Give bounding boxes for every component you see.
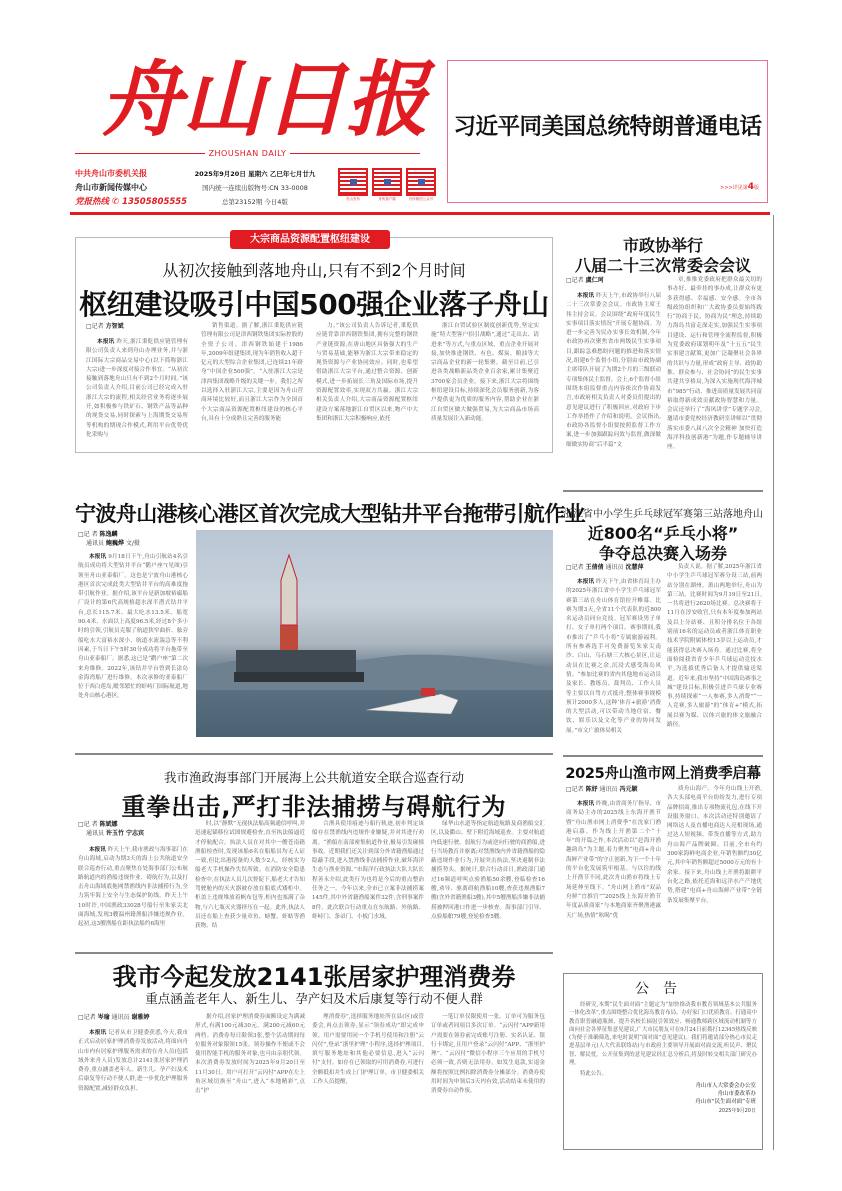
masthead-meta-middle — [185, 167, 325, 209]
see-more-text: >>>详见第 — [720, 185, 748, 191]
article-fishmarket-col-2: 质舟山海产。今年舟山线上开渔,各大头部电商平台纷纷发力,进行专项品牌招商,推出专项物流礼包,在线下开设服务窗口。本次活动还特别邀请了网络达人及直播电商达人亮相现场,通过达人短视频、带货直播等方式,助力舟山海产品牌破圈。目前,全市有约300家海鲜电商企业,年销售额约30亿元,其中年销售额超过5000万元的有十余家。接下来,舟山线上开渔将跟耕平台化之路,依托近海和远洋水产产地优势,搭建“电商+舟山海鲜产业带”全链条发展集聚平台。 — [667, 786, 762, 904]
publisher-label: 舟山市新闻传媒中心 — [75, 183, 147, 192]
article-rig-byline — [78, 530, 190, 548]
byline-name: 陈妤 — [585, 786, 598, 793]
column-divider — [773, 215, 774, 1150]
article-pingpong-headline-1[interactable]: 近800名“乒乓小将” — [587, 524, 739, 543]
english-name-text: ZHOUSHAN DAILY — [208, 148, 287, 158]
column-text: 昨天上午,我市渔政与海事部门在舟山海域,启动为期3天的海上公共航道安全联合巡查行动,重点聚焦在处海事部门公布航路航道内的渔船违规作业、碍航行为,以及打击舟山海域底拖网禁渔线内非法捕捞行为,全力筑牢海上安全与生态保护防线。昨天上午10时许,中国渔政33028号船行至朱家尖北面海域,发现3艘温州籍渔船涉嫌违规作业。起初,这3艘渔船在距执法船约6海里 — [78, 847, 188, 928]
lead-label: 本报讯 — [577, 801, 595, 807]
article-voucher-headline[interactable]: 我市今起发放2141张居家护理消费券 — [112, 963, 516, 991]
article-pingpong-kicker: 浙江省中小学生乒乓球冠军赛第三站落地舟山 — [563, 509, 763, 520]
byline-label: □记 者 — [78, 531, 98, 538]
notice-body: 经研究,本期“民生面对面”主题定为“加快推动我市教育领域基本公共服务一体化改革”,重点围绕整合优化海岛教育布局、办好家门口优质教育、打通高中教育职普融通瓶颈、提升名校长辐射引领效应、畅通教师跨区域流动机制等方面向社会各界征集意见建议,广大市民朋友可在9月24日前拨打12345热线反映(为便于准确筛选,来电时说明“面对面”意见建议)。我们将邀请部分热心市民走进基层单元(人大代表联络站)与市政府主要领导开展面对面交流,听民声、聚民智、解民忧。公开征集到的意见建议经汇总分析后,将及时转交相关部门研究办理。 — [569, 1002, 757, 1067]
divider — [563, 490, 763, 492]
lead-headline[interactable]: 习近平同美国总统特朗普通电话 — [453, 114, 762, 140]
qr-label: 舟山发布 — [346, 197, 360, 201]
byline-label: 通讯员 — [86, 540, 105, 547]
qr-code-zhoushan-release[interactable] — [338, 168, 368, 202]
article-pingpong-byline — [566, 563, 643, 572]
tugboat-icon — [366, 694, 458, 714]
notice-date: 2025年9月20日 — [718, 1107, 756, 1114]
lead-label: 本报讯 — [89, 1030, 107, 1036]
qr-code-group — [338, 168, 436, 202]
platform-pontoon-icon — [234, 672, 364, 682]
column-text: 昨天,浙江秉乾供应链管理有限公司负责人来到舟山办理业务,并与浙江国际大宗商品交易中心(以下简称浙江大宗)进一步深度对接合作事宜。“从初次接触到落地舟山只有不到2个月时间。”该公司负责人介绍,目前公司已经完成入驻浙江大宗的流程,相关经营业务将逐步展开,如积极参与铁矿石、钢铁产品等品种的现货交易,同时探索与上海期货交易所等机构的期现合作模式,利用平台优势优化采购与 — [86, 339, 188, 438]
article-hub-col-4: 浙江自贸试验区制度创新优势,坚定实施“特大型客户招引战略”,通过“走出去、请进来”等方式,与重点区域、重点企业开展对接,加快推进钢铁、有色、煤炭、粮油等大宗商品企业的新一轮集聚。截至目前,已引进各类战略新品类企业百余家,累计集聚近3700家会员企业。接下来,浙江大宗将围绕枢纽建设目标,持续深化会员服务创新,为客户提供更为优质的服务内容,帮助企业在浙江自贸区做大做强贸易,为大宗商品市场高质量发展注入新动能。 — [431, 323, 539, 422]
byline-label: □记者 — [566, 786, 584, 793]
byline-name: 岑瑜 — [97, 1014, 110, 1021]
see-suffix: 版 — [753, 185, 759, 191]
see-page-link[interactable] — [720, 182, 759, 192]
article-fishery-headline[interactable]: 重拳出击,严打非法捕捞与碍航行为 — [121, 793, 507, 821]
article-voucher-col-4: 一笔订单仅限使用一张。订单可为服务包订单或者同项目多次订单。“云闪付”APP新用户需要在领券前完成账号注册、实名认证、银行卡绑定,且用户登录“云闪付”APP、“浙里护理”、“云闪付”微信小程序三个应用的手机号必须一致,否则无法用券。如发生退款,实退金额将按照比例扣除消费券分摊部分。消费券使用时间为申领后3天内有效,活动结束未使用的消费券自动作废。 — [431, 1014, 545, 1095]
byline-label: □记者 — [86, 323, 104, 330]
article-fishmarket-byline — [566, 785, 637, 794]
article-voucher-col-3: 理消费券”,选择服务地址所在县(区)或管委会,再点击领券,显示“领券成功”即完成申领。用户需要用同一个手机号使用和注册“云闪付”,登录“浙里护理”小程序,选择护理项目,填写服务地址和其他必要信息,进入“云闪付”支付。如存在已领取的可用消费券,可进行全额抵扣并生成上门护理订单。市卫健委相关工作人员提醒, — [312, 1014, 424, 1086]
article-pingpong-headline-2[interactable]: 争夺总决赛入场券 — [598, 544, 727, 563]
byline-name: 陈逸麟 — [99, 531, 118, 538]
notice-signature-2: 舟山市委改革办 — [717, 1091, 756, 1098]
article-voucher-col-1 — [78, 1029, 188, 1139]
article-voucher-col-2: 据介绍,居家护理消费券面额设定为满减形式,有满100元减30元、满200元减60元两档。消费券每日限领3张,整个活动期间每位服务对象限领15张。领券操作不便或不会使用智能手机的服务对象,也可由亲朋代领。本次消费券发放时间为2025年9月20日至11月30日。用户可打开“云闪付”APP在左上角区域切换至“舟山”,进入“本地精彩”,点击“护 — [195, 1014, 305, 1095]
column-text: 9月18日下午,舟山引航站4名引航员成功将大型钻井平台“鹳户座”(见图)引领至舟山亚泰船厂。这也是宁波舟山港核心港区首次完成此类大型钻井平台的高难度拖带引航作业。据介绍,该平台是新加坡裕廊船厂设计的第6代高规格超水深半潜式钻井平台,总长115.7米、最大吃水13.5米、船宽90.4米、水面以上高度96.5米,经过8个多小时的引领,引航员克服了航道狭窄曲折、舷旁船吃水大富裕水深小、航道水流湍急等不利因素,于当日下午5时30分成功将平台拖带至舟山亚泰船厂。据悉,这已是“鹳户座”第二次来舟维修。2022年,该钻井平台曾到长涂岛金海湾船厂进行维修。本次承修的亚泰船厂位于西白莲岛,毗邻繁忙的虾峙门国际航道,地处舟山核心港区。 — [78, 554, 188, 700]
masthead-divider — [70, 212, 770, 215]
column-text: 记者从市卫健委获悉,今天,我市正式启动居家护理消费券发放活动,将面向舟山市内有居家护理服务需求的在舟人员(包括域外来舟人员)发放总计2141张居家护理消费券,重点涵盖老年人、新生儿、孕产妇及术后康复等行动不便人群,进一步优化护理服务资源配置,减轻群众负担。 — [78, 1030, 188, 1092]
article-fishmarket-headline[interactable]: 2025舟山渔市网上消费季启幕 — [565, 766, 761, 782]
column-text: 昨天下午,由省体育局主办的2025年浙江省中小学生乒乓球冠军赛第三站在舟山体育馆拉开帷幕。比赛为期3天,全省11个代表队的近800名运动员同台竞技。冠军赛设男子单打、女子单打两个项目。赛事期间,我市推出了“乒乓小将”专属旅游福利。所有参赛选手可免费游览朱家尖南沙、白山、乌石塘三大核心景区,让运动员在比赛之余,沉浸式感受海岛风情。“参加比赛的省内其他地市运动员及家长、教练员、裁判员、工作人员等主要以自驾方式抵舟,整体赛事规模预计2000多人,这种‘体育+旅游’消费的大型活动,可以带动当地住宿、餐饮、娱乐以及文化等产业的协同发展。”市文广旅体局相关 — [566, 579, 661, 734]
article-hub-kicker: 从初次接触到落地舟山,只有不到2个月时间 — [162, 261, 466, 280]
derrick-tower-icon — [281, 555, 297, 625]
byline-label: 通讯员 — [599, 786, 618, 793]
see-page-number: 4 — [747, 182, 754, 192]
byline-name: 虞仁珂 — [585, 277, 604, 284]
byline-name: 沈慧萍 — [625, 564, 644, 571]
byline-name: 方智斌 — [105, 323, 124, 330]
byline-name: 鲍巍烨 — [105, 540, 124, 547]
byline-label: 通讯员 — [86, 830, 105, 837]
article-fishery-kicker: 我市渔政海事部门开展海上公共航道安全联合巡查行动 — [163, 770, 464, 785]
byline-label: □记 者 — [78, 821, 98, 828]
byline-label: 通讯员 — [111, 1014, 130, 1021]
article-voucher-byline — [78, 1013, 149, 1022]
article-fishery-col-4: 绿华山水道等指定航道航路及商渔船交汇区,以及衢山、壁下附近海域巡查。主要对航道内低速行驶、弱航行为或逆向行驶的商渔船,进行当场教育并驱离;对禁渔线内外省籍渔船的隐蔽违规作业行为,开展突击执法,坚决遏制非法捕捞势头。据统计,联合行动首日,渔政部门通过16频道呼叫点验渔船50余艘,登临检查16艘,劝导、驱离碍航渔船10艘,查获违规渔船7艘(含外省籍渔船3艘),其中5艘渔船涉嫌非法捕捞被押回港口作进一步核查。海事部门引导、点验船舶79艘,登轮检查5艘。 — [431, 821, 545, 920]
lead-label: 本报讯 — [97, 339, 115, 345]
article-cppcc-headline-1[interactable]: 市政协举行 — [622, 236, 703, 255]
qr-label: 舟传客户端 — [378, 197, 396, 201]
lead-label: 本报讯 — [577, 579, 595, 585]
byline-suffix: 文/摄 — [125, 540, 140, 547]
section-tag: 大宗商品资源配置枢纽建设 — [230, 230, 390, 249]
qr-code-wechat[interactable] — [406, 168, 436, 202]
article-hub-col-2: 销售渠道。据了解,浙江秉乾供应链管理有限公司是津西钢铁集团实际控股的全资子公司。津西钢铁始建于1986年,2009年组建集团,现为年销售收入超千亿元的大型综合企业集团,已连续21年跻身“中国企业500强”。“入驻浙江大宗是津西集团战略升级的关键一步。我们之所以选择入驻浙江大宗,主要是因为舟山营商环境比较好,而且浙江大宗作为全国首个大宗商品资源配置枢纽建设的核心平台,具有十分成熟且完善的服务能 — [201, 323, 303, 422]
column-text: 昨天上午,市政协举行八届二十三次常委会会议。市政协主席王伟主持会议。会议围绕“政府年度民生实事项目落实情况”开展专题协商。为进一步完善为民办实事长效机制,今年市政协再次聚焦省市两级民生实事项目,跟踪急难愁盼问题的推进和落实情况,组建6个监督小组,分别由市政协副主席带队开展了为期2个月的三级联动专项集体民主监督。会上,6个监督小组围绕本组监督重点内容依次作协商发言,市政府相关负责人对委员们提出的意见建议进行了积极回应,对政府下步工作举措作了介绍和说明。会议指出,市政协各监督小组要按照监督工作方案,进一步加强跟踪问效与监督,做深做细做实协商“后半篇”文 — [566, 293, 661, 448]
byline-name: 王倩倩 — [585, 564, 604, 571]
article-fishery-col-3: 合渔具使用痕迹与船行轨迹,初步判定该船存在禁渔线内违规作业嫌疑,并对其进行劝离。“渔船在南部密集航道作业,极易引发碰撞事故。近期我们还关注到部分外省籍渔船通过隐蔽手段,进入禁渔线非法捕捞作业,破坏海洋生态与渔业资源。”市海洋行政执法大队大队长程善永介绍,此类行为也将是今后的重点整治任务之一。今年以来,全市已立案非法捕捞案145件,其中外省籍渔船案件32件,含刑事案件8件。此次联合行动重点在东航路、外航路、虾峙门、条帚门、小板门水域、 — [312, 821, 424, 920]
article-fishery-byline — [78, 820, 188, 838]
article-fishery-col-2: 时,以“静默”无视执法船高频通信呼叫,并迅速起锚移位试图规避检查,直至执法船逼近才停航配合。执法人员在对其中一艘苍南籍渔船检查时,发现该船6名在船船员均无人证一致,但比出港报备的人数少2人。经核实为船老大手机操作失误所致。在消防安全隐患检查中,在执法人员几次督促下,船老大才告知驾驶舱内的灭火器被存放在船底式矮柜中。柜盖上违规堆放着帆布包等,柜内也塞满了杂物,与六七瓶灭火器挤压在一起。此外,执法人员还在船上查获少量章鱼、螃蟹、虾蛄等渔获物。结 — [195, 821, 305, 930]
byline-name: 许玉竹 宁志宾 — [105, 830, 145, 837]
divider — [290, 153, 420, 154]
tugboat-cabin-icon — [421, 688, 435, 696]
qr-code-icon — [406, 168, 436, 196]
article-cppcc-headline-2[interactable]: 八届二十三次常委会会议 — [574, 256, 751, 275]
article-hub-col-1 — [86, 338, 188, 448]
masthead-english-name — [75, 146, 420, 160]
article-rig-body — [78, 553, 188, 737]
article-hub-byline — [86, 322, 124, 331]
byline-name: 谢雅婷 — [131, 1014, 150, 1021]
qr-label: 舟传微信公众号 — [408, 197, 434, 201]
hotline[interactable]: 党报热线 ✆ 13505805555 — [75, 197, 188, 207]
drilling-platform-photo — [196, 530, 553, 737]
article-hub-col-3: 力。”该公司负责人告诉记者,秉乾供应链背靠津西钢铁集团,拥有完整的钢铁产业链资源,在唐山地区具备强大的生产与贸易基础,能够为浙江大宗带来稳定的现货资源与产业协同效应。同时,也希望借助浙江大宗平台,通过整合资源、创新模式,进一步拓展长三角及国际市场,提升资源配置效率,实现双方共赢。浙江大宗相关负责人介绍,大宗商品资源配置枢纽建设方案落地浙江自贸区以来,物产中大集团和浙江大宗积极响应,依托 — [316, 323, 418, 422]
notice-box — [563, 973, 763, 1150]
byline-name: 冯元颖 — [619, 786, 638, 793]
qr-code-icon — [338, 168, 368, 196]
byline-label: □记者 — [566, 277, 584, 284]
article-hub-headline[interactable]: 枢纽建设吸引中国500强企业落子舟山 — [79, 288, 549, 321]
article-fishery-col-1 — [78, 846, 188, 946]
masthead-meta-left — [75, 167, 187, 209]
qr-code-client[interactable] — [372, 168, 402, 202]
notice-signature-1: 舟山市人大常委会办公室 — [695, 1082, 756, 1089]
lead-label: 本报讯 — [577, 293, 595, 299]
article-rig-headline[interactable]: 宁波舟山港核心港区首次完成大型钻井平台拖带引航作业 — [75, 502, 585, 526]
platform-deck-icon — [236, 650, 356, 672]
qr-code-icon — [372, 168, 402, 196]
article-fishmarket-col-1 — [566, 800, 661, 965]
article-cppcc-col-2: 章,推推党委政府把群众最关切的事办好、最牵挂的事办成,让群众有更多获得感、幸福感、安全感。全市各级政协组织和广大政协委员要始终践行“协商于民、协商为民”理念,持续助力海岛共富走深走实,加强民生实事项目建设、运行和管理全流程监督,积极为党委政府谋划明年及“十五五”民生实事建言献策,更加广泛凝聚社会各界的共识与力量,形成“政府主导、政协助推、群众参与、社会协同”的民生实事共建共享格局,为深入实施现代海洋城市“985”行动、推进高质量发展共同富裕取得新成效贡献政协智慧和力量。会议还举行了“海风讲堂”专题学习会,邀请市委党校经济教研室讲师以“贯彻落实市委八届八次全会精神 加快打造海洋科技创新港”为题,作专题辅导讲座。 — [667, 277, 762, 451]
byline-label: 通讯员 — [605, 564, 624, 571]
notice-title: 公告 — [635, 981, 691, 997]
divider — [563, 755, 763, 757]
article-cppcc-byline — [566, 276, 604, 285]
column-text: 昨晚,由省商务厅指导、市商务局主办的2025线上东海开渔节暨“舟山渔市网上消费季”在沈家门渔港启幕。作为线上开渔第二个“十年”的开篇之作,本次活动以“赶海开渔趣韵岛”为主题,着力聚焦“电商+舟山海鲜产业带”的守正创新,为下一个十年的平台化发展筑牢根基。与以往的线上开渔节不同,此次舟山渔市将线上专场延伸至线下。“舟山网上渔市”双品舟鲜“宜推官”“2025线上东海开渔节年度品质商家”与本地商家齐聚渔港露天广场,热情“吆喝”优 — [566, 801, 661, 919]
divider — [75, 753, 553, 755]
byline-label: □记者 — [566, 564, 584, 571]
issue-number: 总第23152期 今日4版 — [222, 198, 288, 206]
byline-label: □记者 — [78, 1014, 96, 1021]
lead-headline-box[interactable] — [447, 60, 768, 203]
divider — [75, 952, 553, 954]
article-pingpong-col-2: 负责人说。据了解,2025年浙江省中小学生乒乓球冠军赛分设三站,前两站分别在湖州、萧山两地举行,舟山为第三站。比赛时间为9月19日至21日,一共将进行2620场比赛。总决赛将于11月在淳安收官,只有本年度参加两站及以上分站赛、且积分排名位于各组别前16名的运动员或者浙江体育职业技术学院附属体校13岁以上运动员,才能获得总决赛入场券。通过比赛,将全面检阅我省青少年乒乓球运动竞技水平,为选拔优秀后备人才提供输送渠道。近年来,我市坚持“中国海岛赛事之城”建设目标,积极引进乒乓球专业赛事,持续探索“一人参赛,多人消费”“一人竞赛,多人旅游”的“体育+”模式,拓展以赛为媒、以体兴旅的体文旅融合路径。 — [667, 564, 762, 729]
date-line: 2025年9月20日 星期六 乙巳年七月廿九 — [194, 170, 316, 178]
lead-label: 本报讯 — [89, 847, 106, 853]
notice-signature-3: 舟山市“民生面对面”专班 — [695, 1099, 756, 1106]
byline-name: 陈斌娜 — [99, 821, 118, 828]
article-voucher-subhead: 重点涵盖老年人、新生儿、孕产妇及术后康复等行动不便人群 — [145, 991, 483, 1006]
serial-number: 国内统一连续出版物号:CN 33-0008 — [202, 184, 308, 192]
article-cppcc-col-1 — [566, 292, 661, 477]
divider — [75, 153, 205, 154]
organ-label: 中共舟山市委机关报 — [75, 169, 147, 178]
photo-illustration — [196, 530, 553, 737]
article-pingpong-col-1 — [566, 578, 661, 748]
masthead-logo: 舟山日报 — [100, 52, 428, 148]
lead-label: 本报讯 — [89, 554, 107, 560]
notice-closing: 特此公告。 — [580, 1071, 607, 1078]
